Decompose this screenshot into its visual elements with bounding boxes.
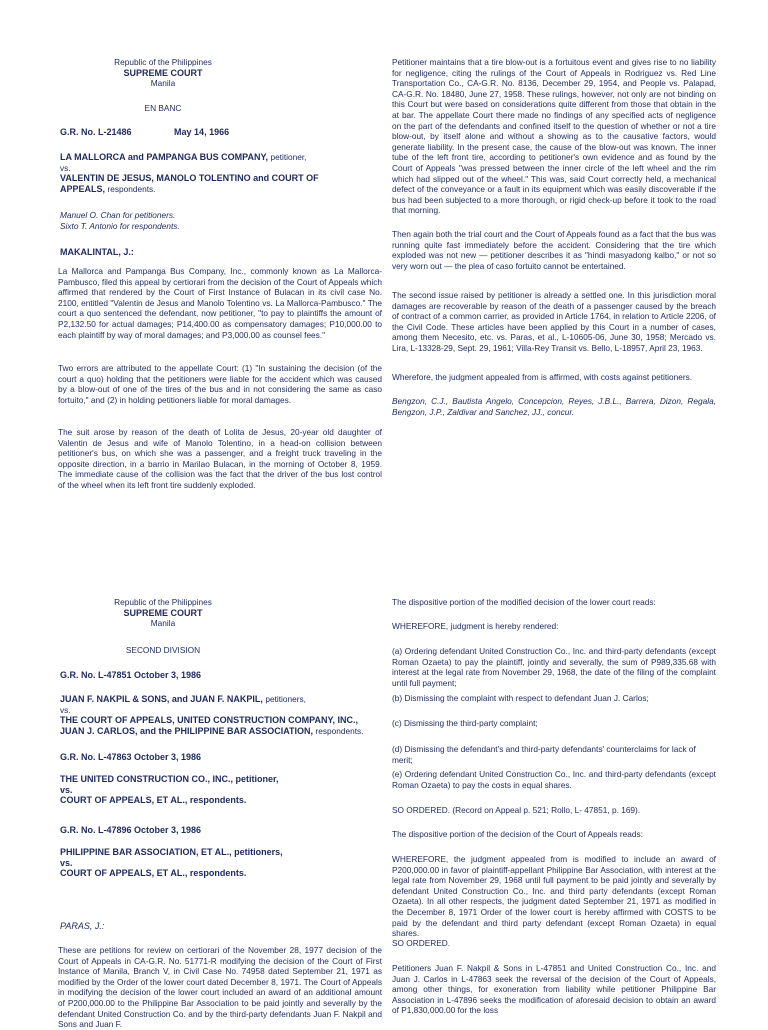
republic-header: Republic of the Philippines	[114, 57, 212, 67]
respondents-name: THE COURT OF APPEALS, UNITED CONSTRUCTION COMPANY, INC., JUAN J. CARLOS, and the PHILIPPINE BAR ASSOCIATION,	[60, 715, 359, 736]
case-date: May 14, 1966	[174, 127, 230, 137]
case-parties	[60, 694, 380, 736]
respondents-name: COURT OF APPEALS, ET AL., respondents.	[60, 795, 247, 806]
body-paragraph: (b) Dismissing the complaint with respect to defendant Juan J. Carlos;	[392, 693, 649, 703]
body-paragraph: (e) Ordering defendant United Construction Co., Inc. and third-party defendants (except Roman Ozaeta) to pay the costs in equal shares.	[392, 769, 716, 790]
ponente: MAKALINTAL, J.:	[60, 247, 134, 257]
court-name: SUPREME COURT	[123, 607, 203, 618]
body-paragraph: Then again both the trial court and the Court of Appeals found as a fact that the bus was running quite fast immediately before the accident. Considering that the tire which exploded was not new — petitioner describes it as "hindi masyadong kalbo," or not so very worn out — the plea of caso fortuito cannot be entertained.	[392, 229, 716, 271]
body-paragraph: Wherefore, the judgment appealed from is affirmed, with costs against petitioners.	[392, 372, 693, 382]
petitioner-name: PHILIPPINE BAR ASSOCIATION, ET AL., petitioners,	[60, 847, 283, 857]
page2-left-column	[58, 512, 382, 1030]
petitioner-role: petitioner,	[270, 152, 307, 162]
body-paragraph: The dispositive portion of the modified decision of the lower court reads:	[392, 597, 656, 607]
body-paragraph: (d) Dismissing the defendant's and third-party defendants' counterclaims for lack of merit;	[392, 744, 696, 765]
body-paragraph: (c) Dismissing the third-party complaint;	[392, 718, 538, 728]
case-number: G.R. No. L-47863 October 3, 1986	[60, 752, 202, 762]
case-number: G.R. No. L-47851 October 3, 1986	[60, 670, 202, 680]
case-parties	[60, 774, 380, 806]
body-paragraph: The suit arose by reason of the death of Lolita de Jesus, 20-year old daughter of Valentin de Jesus and wife of Manolo Tolentino, in a head-on collision between petitioner's bus, on which she was a passenger, and a freight truck traveling in the opposite direction, in a barrio in Marilao Bulacan, in the morning of October 8, 1959. The immediate cause of the collision was the fact that the driver of the bus lost control of the wheel when its left front tire suddenly exploded.	[58, 427, 382, 490]
petitioner-role: petitioners,	[265, 694, 306, 704]
versus-label: vs.	[60, 162, 71, 173]
body-paragraph: Petitioner maintains that a tire blow-out is a fortuitous event and gives rise to no liability for negligence, citing the rulings of the Court of Appeals in Rodriguez vs. Red Line Transportation Co., CA-G.R. No. 8136, December 29, 1954, and People vs. Palapad, CA-G.R. No. 18480, June 27, 1958. These rulings, however, not only are not binding on this Court but were based on considerations quite different from those that obtain in the at bar. The appellate Court there made no findings of any specified acts of negligence on the part of the defendants and confined itself to the question of whether or not a tire blow-out, by itself alone and without a showing as to the causative factors, would generate liability. In the present case, the cause of the blow-out was known. The inner tube of the left front tire, according to petitioner's own evidence and as found by the Court of Appeals "was pressed between the inner circle of the left wheel and the rim which had slipped out of the wheel." This was, said Court correctly held, a mechanical defect of the conveyance or a fault in its equipment which was easily discoverable if the bus had been subjected to a more thorough, or rigid check-up before it took to the road that morning.	[392, 57, 716, 216]
body-paragraph: La Mallorca and Pampanga Bus Company, Inc., commonly known as La Mallorca-Pambusco, filed this appeal by certiorari from the decision of the Court of Appeals which affirmed that rendered by the Court of First Instance of Bulacan in its civil case No. 2100, entitled "Valentin de Jesus and Manolo Tolentino vs. La Mallorca-Pambusco." The court a quo sentenced the defendant, now petitioner, "to pay to plaintiffs the amount of P2,132.50 for actual damages; P14,400.00 as compensatory damages; P10,000.00 to each plaintiff by way of moral damages; and P3,000.00 as counsel fees."	[58, 266, 382, 340]
petitioner-name: LA MALLORCA and PAMPANGA BUS COMPANY,	[60, 152, 271, 162]
respondents-role: respondents.	[107, 183, 156, 194]
case-parties	[60, 152, 360, 194]
case-number: G.R. No. L-21486	[60, 127, 132, 137]
respondents-name: COURT OF APPEALS, ET AL., respondents.	[60, 868, 247, 879]
court-city: Manila	[150, 618, 176, 629]
body-paragraph: These are petitions for review on certiorari of the November 28, 1977 decision of the Court of Appeals in CA-G.R. No. 51771-R modifying the decision of the Court of First Instance of Manila, Branch V, in Civil Case No. 74958 dated September 21, 1971 as modified by the Order of the lower court dated December 8, 1971. The Court of Appeals in modifying the decision of the lower court included an award of an additional amount of P200,000.00 to the Philippine Bar Association to be paid jointly and severally by the defendant United Construction Co. and by the third-party defendants Juan F. Nakpil and Sons and Juan F.	[58, 945, 382, 1030]
versus-label: vs.	[60, 784, 73, 795]
document-page-2	[0, 512, 768, 1030]
body-paragraph: SO ORDERED.	[392, 938, 451, 948]
versus-label: vs.	[60, 857, 73, 868]
body-paragraph: The second issue raised by petitioner is already a settled one. In this jurisdiction moral damages are recoverable by reason of the death of a passenger caused by the breach of contract of a common carrier, as provided in Article 1764, in relation to Article 2206, of the Civil Code. These articles have been applied by this Court in a number of cases, among them Necesito, etc. vs. Paras, et al., L-10605-06, June 30, 1958; Mercado vs. Lira, L-13328-29, Sept. 29, 1961; Villa-Rey Transit vs. Bello, L-18957, April 23, 1963.	[392, 290, 716, 353]
body-paragraph: SO ORDERED. (Record on Appeal p. 521; Rollo, L- 47851, p. 169).	[392, 805, 641, 815]
petitioner-name: THE UNITED CONSTRUCTION CO., INC., petitioner,	[60, 774, 279, 784]
division-label: EN BANC	[144, 103, 182, 113]
body-paragraph: The dispositive portion of the decision of the Court of Appeals reads:	[392, 829, 643, 839]
ponente: PARAS, J.:	[60, 921, 105, 931]
page1-left-column	[58, 0, 382, 512]
body-paragraph: WHEREFORE, the judgment appealed from is modified to include an award of P200,000.00 in favor of plaintiff-appellant Philippine Bar Association, with interest at the legal rate from November 29, 1968 until full payment to be paid jointly and severally by defendant United Construction Co., Inc. and third party defendants (except Roman Ozaeta). In all other respects, the judgment dated September 21, 1971 as modified in the December 8, 1971 Order of the lower court is hereby affirmed with COSTS to be paid by the defendant and third party defendant (except Roman Ozaeta) in equal shares.	[392, 854, 716, 939]
concurring-justices: Bengzon, C.J., Bautista Angelo, Concepcion, Reyes, J.B.L., Barrera, Dizon, Regala, Bengzon, J.P., Zaldivar and Sanchez, JJ., concur.	[392, 396, 716, 417]
respondents-name: VALENTIN DE JESUS, MANOLO TOLENTINO and COURT OF APPEALS,	[60, 173, 319, 194]
document-page-1	[0, 0, 768, 512]
petitioner-name: JUAN F. NAKPIL & SONS, and JUAN F. NAKPIL,	[60, 694, 266, 704]
case-parties	[60, 847, 380, 879]
division-label: SECOND DIVISION	[125, 645, 201, 655]
counsel-petitioners: Manuel O. Chan for petitioners.	[60, 210, 176, 220]
counsel-block	[60, 210, 360, 231]
republic-header: Republic of the Philippines	[114, 597, 212, 607]
case-number: G.R. No. L-47896 October 3, 1986	[60, 825, 202, 835]
body-paragraph: Petitioners Juan F. Nakpil & Sons in L-47851 and United Construction Co., Inc. and Juan J. Carlos in L-47863 seek the reversal of the decision of the Court of Appeals, among other things, for exoneration from liability while petitioner Philippine Bar Association in L-47896 seeks the modification of aforesaid decision to obtain an award of P1,830,000.00 for the loss	[392, 963, 716, 1016]
page2-right-column	[392, 512, 716, 1024]
respondents-role: respondents.	[315, 725, 364, 736]
body-paragraph: (a) Ordering defendant United Construction Co., Inc. and third-party defendants (except Roman Ozaeta) to pay the plaintiff, jointly and severally, the sum of P989,335.68 with interest at the legal rate from November 29, 1968, the date of the filing of the complaint until full payment;	[392, 646, 716, 688]
court-name: SUPREME COURT	[123, 67, 203, 78]
court-city: Manila	[150, 78, 176, 89]
versus-label: vs.	[60, 704, 71, 715]
body-paragraph: Two errors are attributed to the appellate Court: (1) "In sustaining the decision (of the court a quo) holding that the petitioners were liable for the accident which was caused by a blow-out of one of the tires of the bus and in not considering the same as caso fortuito," and (2) in holding petitioners liable for moral damages.	[58, 363, 382, 405]
body-paragraph: WHEREFORE, judgment is hereby rendered:	[392, 621, 559, 631]
page1-right-column	[392, 0, 716, 512]
counsel-respondents: Sixto T. Antonio for respondents.	[60, 220, 180, 231]
